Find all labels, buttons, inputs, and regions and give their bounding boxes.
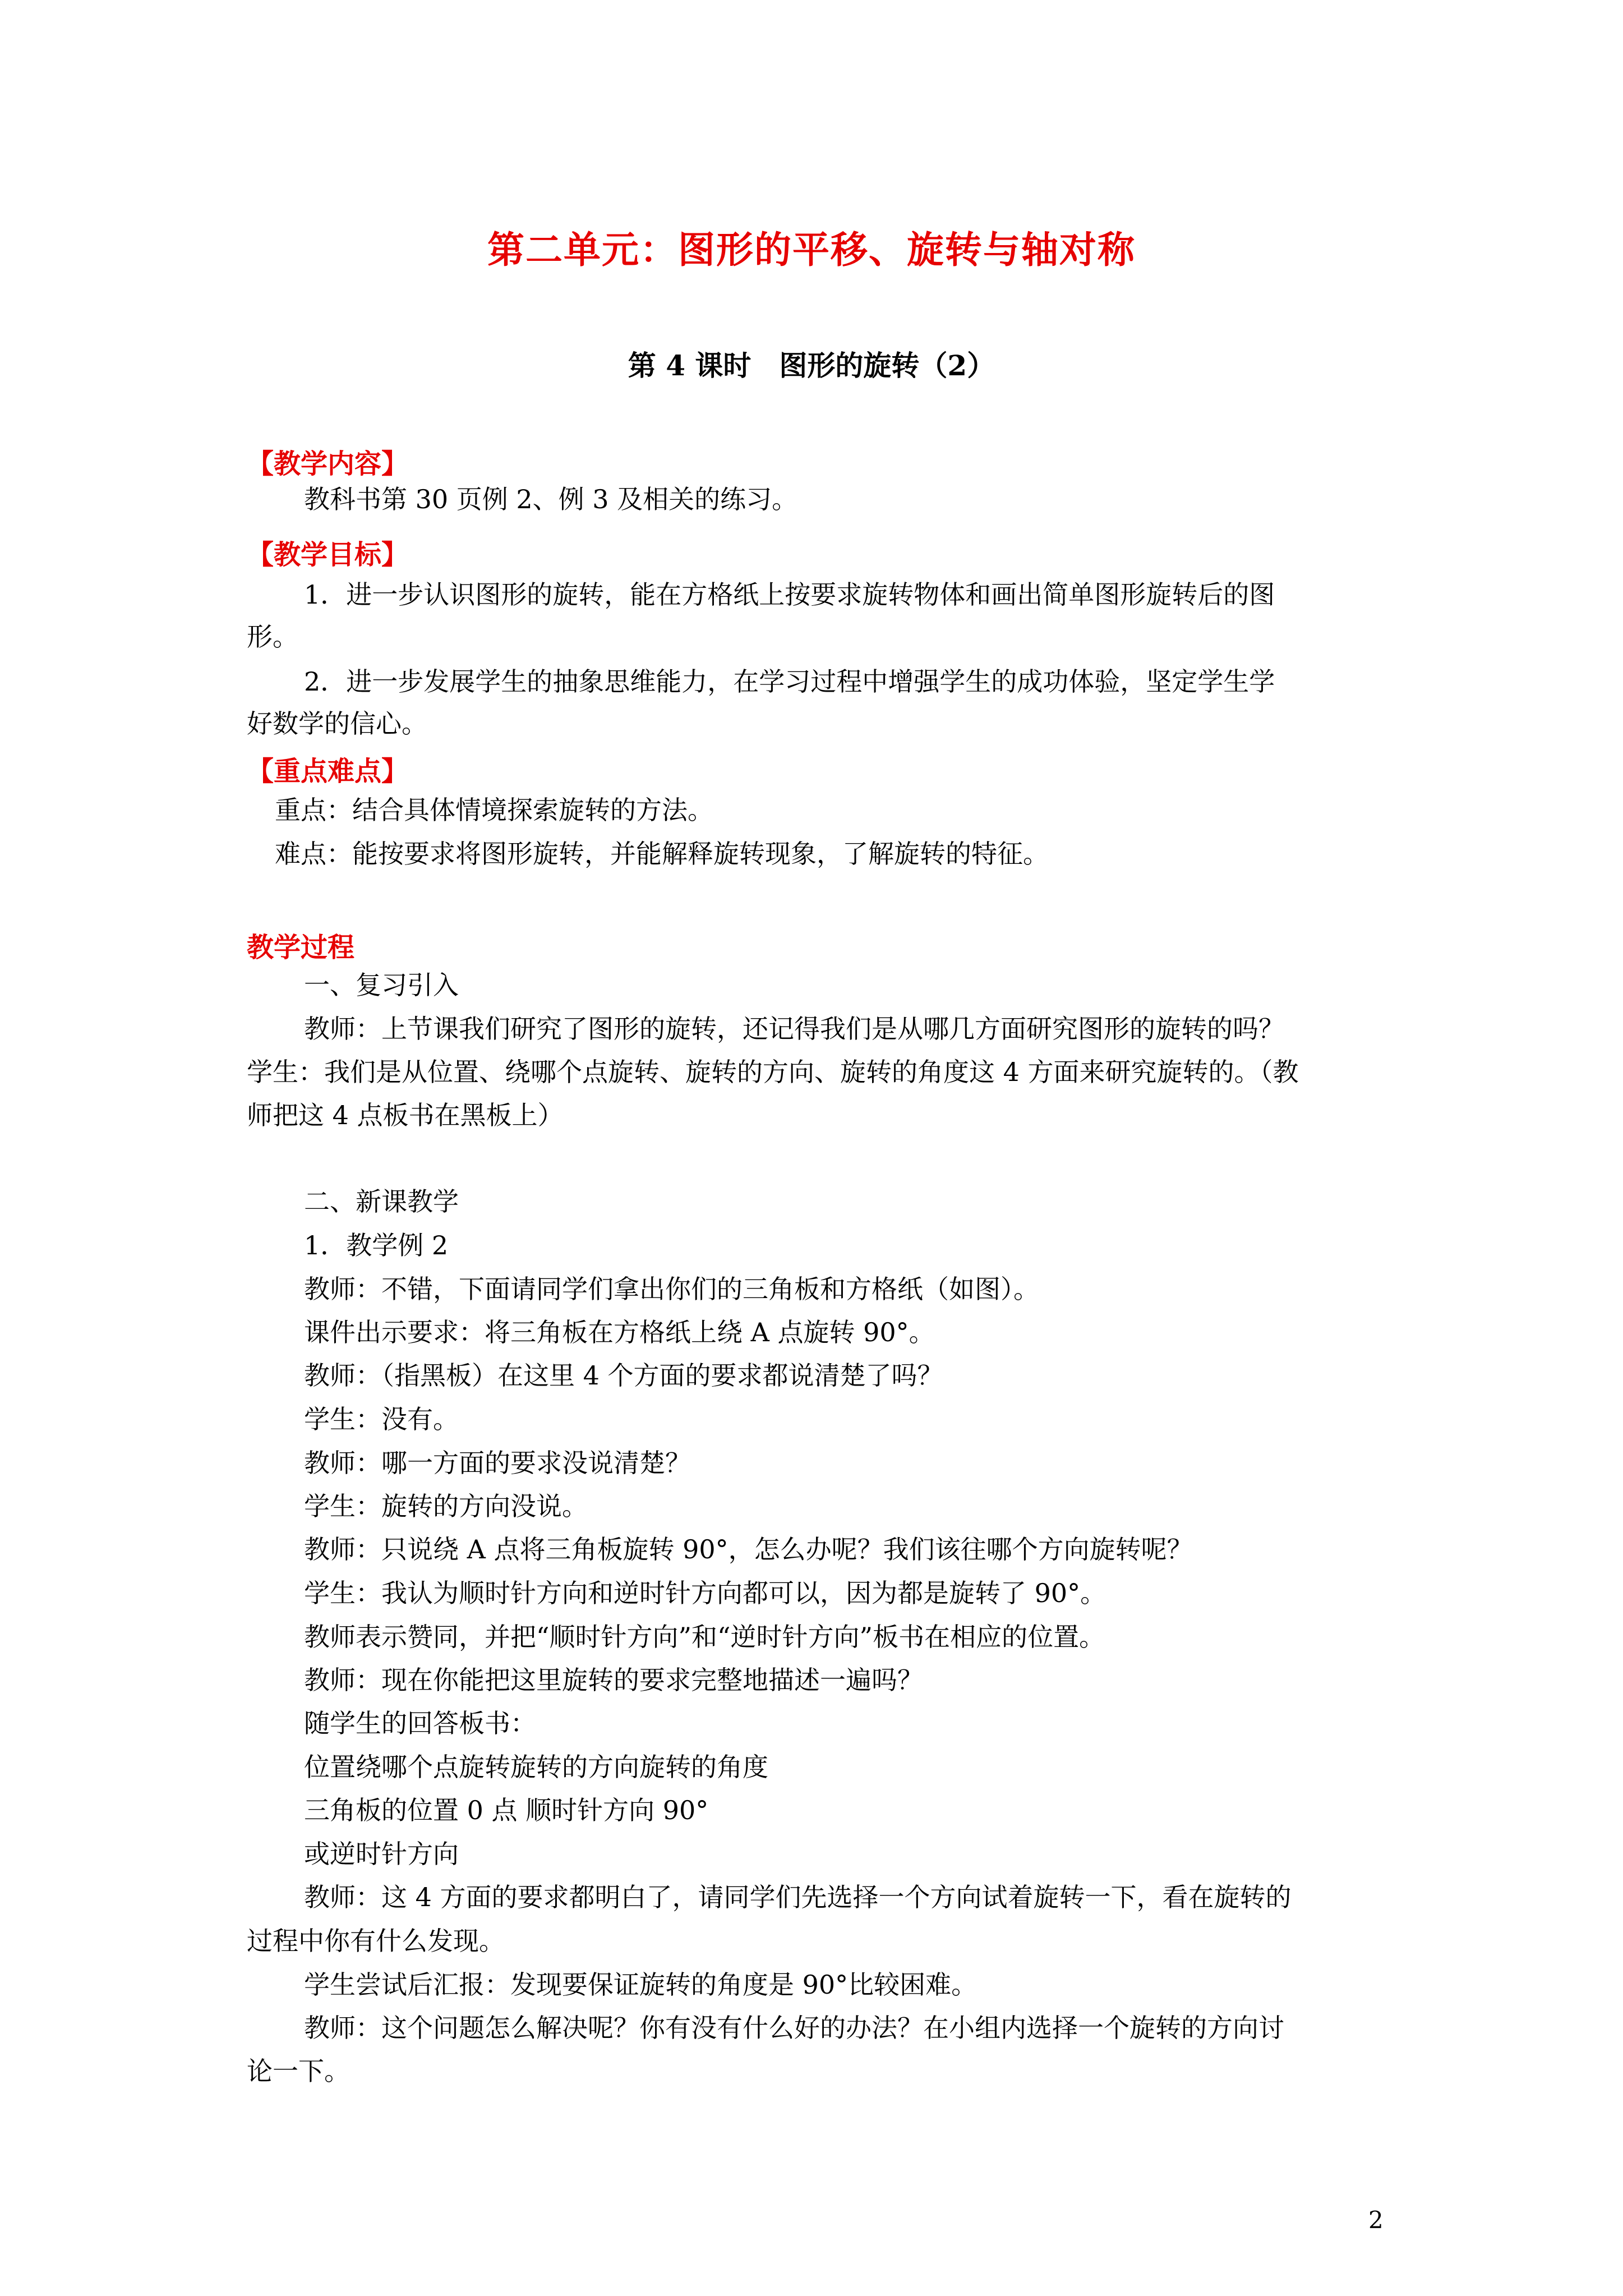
paragraph: 师把这 4 点板书在黑板上） [247,1100,564,1130]
dialogue-line: 学生：没有。 [304,1404,459,1434]
dialogue-line: 课件出示要求：将三角板在方格纸上绕 A 点旋转 90°。 [304,1317,935,1347]
dialogue-line: 教师：这 4 方面的要求都明白了，请同学们先选择一个方向试着旋转一下，看在旋转的 [304,1882,1292,1912]
page-title: 第二单元：图形的平移、旋转与轴对称 [487,228,1136,272]
key-points-heading: 【重点难点】 [247,756,409,787]
key-point: 重点：结合具体情境探索旋转的方法。 [275,795,713,825]
dialogue-line: 教师表示赞同，并把“顺时针方向”和“逆时针方向”板书在相应的位置。 [304,1622,1105,1652]
goal-1-line-1: 1．进一步认识图形的旋转，能在方格纸上按要求旋转物体和画出简单图形旋转后的图 [304,579,1275,610]
goals-heading: 【教学目标】 [247,539,409,570]
board-line: 或逆时针方向 [304,1839,459,1869]
part-2-title: 二、新课教学 [304,1186,459,1217]
difficult-point: 难点：能按要求将图形旋转，并能解释旋转现象，了解旋转的特征。 [275,839,1049,869]
paragraph: 教师：上节课我们研究了图形的旋转，还记得我们是从哪几方面研究图形的旋转的吗？ [304,1014,1284,1044]
dialogue-line: 随学生的回答板书： [304,1708,536,1738]
paragraph: 学生：我们是从位置、绕哪个点旋转、旋转的方向、旋转的角度这 4 方面来研究旋转的。（教 [247,1057,1299,1087]
dialogue-line: 教师：哪一方面的要求没说清楚？ [304,1448,691,1478]
goal-2-line-2: 好数学的信心。 [247,708,427,739]
dialogue-line: 学生：我认为顺时针方向和逆时针方向都可以，因为都是旋转了 90°。 [304,1578,1106,1608]
dialogue-line: 教师：这个问题怎么解决呢？你有没有什么好的办法？在小组内选择一个旋转的方向讨 [304,2013,1284,2043]
lesson-subtitle: 第 4 课时 图形的旋转（2） [628,349,995,382]
board-line: 位置绕哪个点旋转旋转的方向旋转的角度 [304,1752,768,1782]
goal-2-line-1: 2．进一步发展学生的抽象思维能力，在学习过程中增强学生的成功体验，坚定学生学 [304,666,1275,697]
dialogue-line: 教师：不错，下面请同学们拿出你们的三角板和方格纸（如图）。 [304,1274,1039,1304]
dialogue-line: 过程中你有什么发现。 [247,1926,505,1956]
goal-1-line-2: 形。 [247,622,298,652]
page-number: 2 [1368,2206,1384,2234]
board-line: 三角板的位置 0 点 顺时针方向 90° [304,1795,709,1825]
dialogue-line: 教师：（指黑板）在这里 4 个方面的要求都说清楚了吗？ [304,1360,943,1391]
process-heading: 教学过程 [247,932,355,963]
dialogue-line: 学生：旋转的方向没说。 [304,1491,588,1521]
part-1-title: 一、复习引入 [304,970,459,1000]
example-title: 1．教学例 2 [304,1230,449,1260]
content-text: 教科书第 30 页例 2、例 3 及相关的练习。 [304,484,798,514]
dialogue-line: 学生尝试后汇报：发现要保证旋转的角度是 90°比较困难。 [304,1970,978,2000]
dialogue-line: 论一下。 [247,2056,350,2086]
dialogue-line: 教师：现在你能把这里旋转的要求完整地描述一遍吗？ [304,1665,923,1695]
dialogue-line: 教师：只说绕 A 点将三角板旋转 90°，怎么办呢？我们该往哪个方向旋转呢？ [304,1534,1193,1565]
content-heading: 【教学内容】 [247,448,409,480]
